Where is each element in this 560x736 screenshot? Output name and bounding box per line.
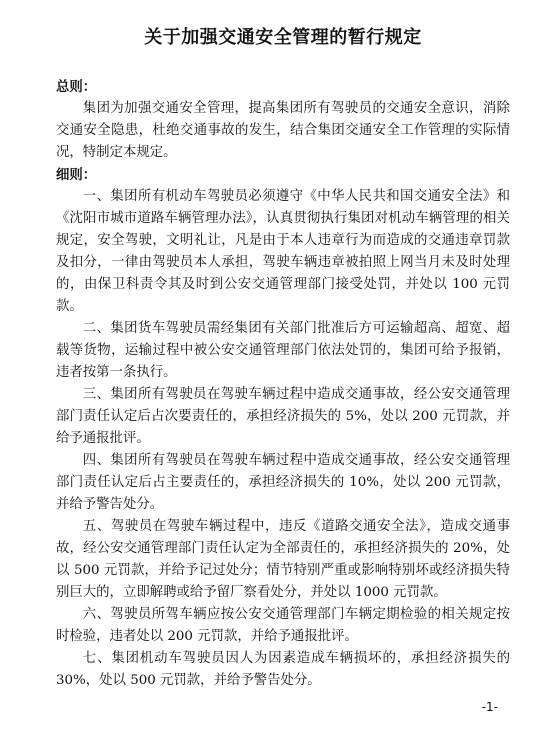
document-title: 关于加强交通安全管理的暂行规定 — [144, 27, 422, 48]
clause-5: 五、驾驶员在驾驶车辆过程中，违反《道路交通安全法》，造成交通事故，经公安交通管理部门责任认定为全部责任的，承担经济损失的 20%，处以 500 元罚款，并给予记过处分；情节特别严重或影响特别坏或经济损失特别巨大的，立即解聘或给予留厂察看处分，并处以 1000 元罚款。 — [56, 519, 510, 600]
page-number: -1- — [481, 700, 498, 714]
clause-1: 一、集团所有机动车驾驶员必须遵守《中华人民共和国交通安全法》和《沈阳市城市道路车辆管理办法》，认真贯彻执行集团对机动车辆管理的相关规定，安全驾驶，文明礼让，凡是由于本人违章行为而造成的交通违章罚款及扣分，一律由驾驶员本人承担，驾驶车辆违章被拍照上网当月未及时处理的，由保卫科责令其及时到公安交通管理部门接受处罚，并处以 100 元罚款。 — [56, 189, 510, 314]
clause-3: 三、集团所有驾驶员在驾驶车辆过程中造成交通事故，经公安交通管理部门责任认定后占次要责任的，承担经济损失的 5%，处以 200 元罚款，并给予通报批评。 — [56, 387, 510, 446]
details-section-label: 细则： — [56, 167, 97, 183]
clause-7: 七、集团机动车驾驶员因人为因素造成车辆损坏的，承担经济损失的 30%，处以 500 元罚款，并给予警告处分。 — [56, 651, 510, 688]
general-paragraph: 集团为加强交通安全管理，提高集团所有驾驶员的交通安全意识，消除交通安全隐患，杜绝交通事故的发生，结合集团交通安全工作管理的实际情况，特制定本规定。 — [56, 101, 510, 160]
clause-6: 六、驾驶员所驾车辆应按公安交通管理部门车辆定期检验的相关规定按时检验，违者处以 200 元罚款，并给予通报批评。 — [56, 607, 510, 644]
clause-2: 二、集团货车驾驶员需经集团有关部门批准后方可运输超高、超宽、超载等货物，运输过程中被公安交通管理部门依法处罚的，集团可给予报销，违者按第一条执行。 — [56, 321, 510, 380]
general-section-label: 总则： — [56, 79, 97, 95]
clause-4: 四、集团所有驾驶员在驾驶车辆过程中造成交通事故，经公安交通管理部门责任认定后占主要责任的，承担经济损失的 10%，处以 200 元罚款，并给予警告处分。 — [56, 453, 510, 512]
